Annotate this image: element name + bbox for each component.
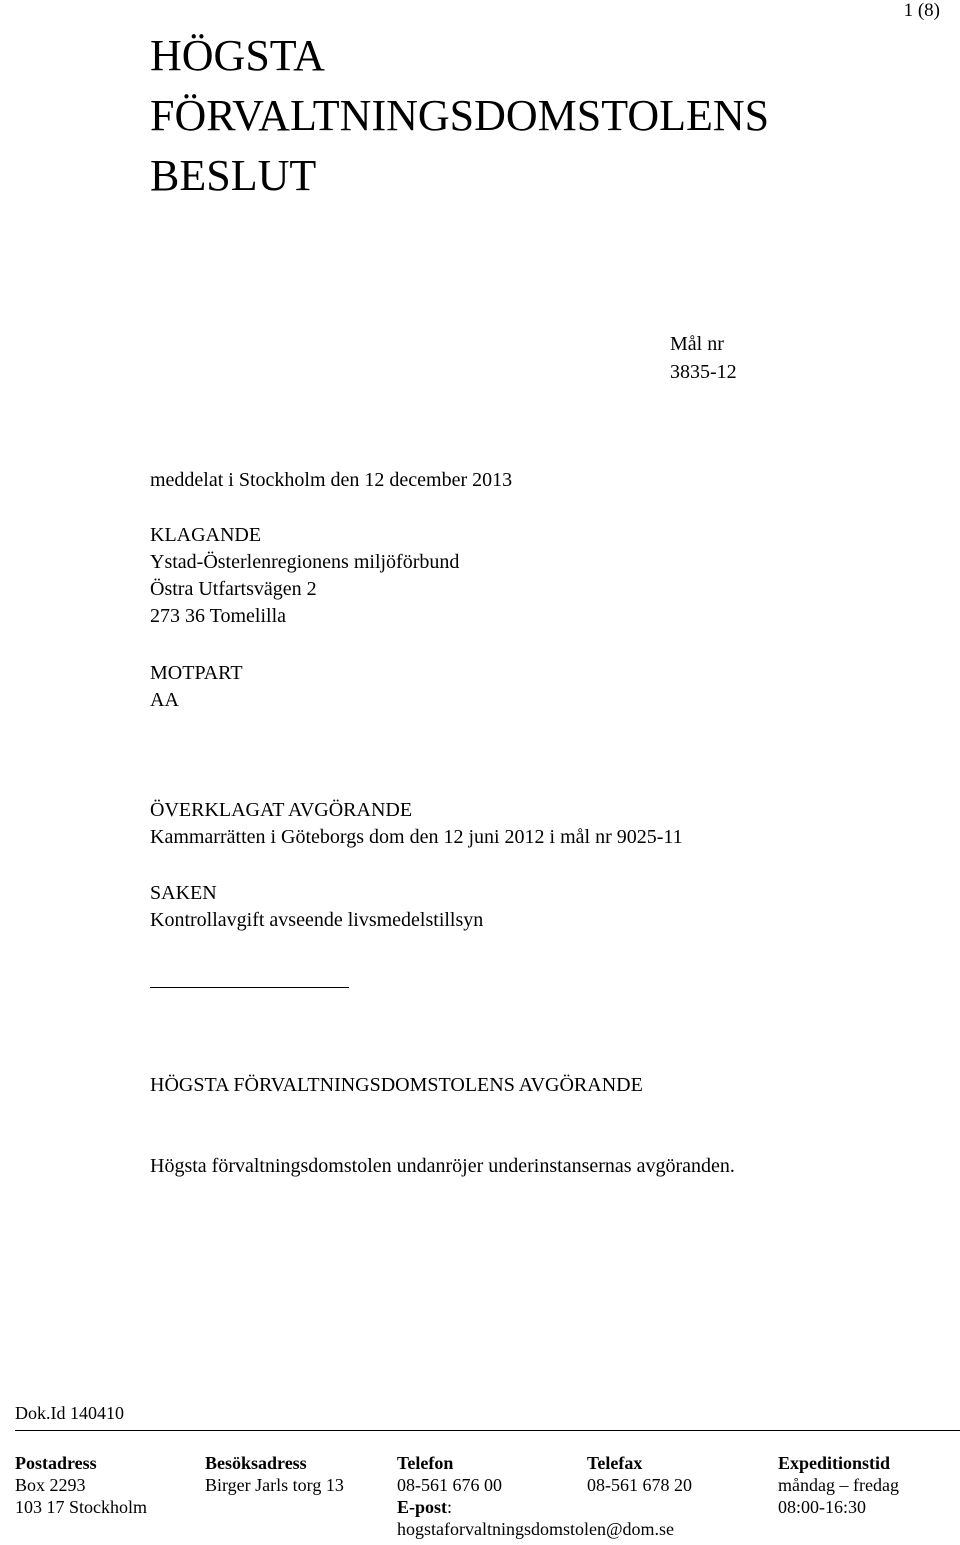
footer-postal-address [15, 1452, 147, 1518]
matter-text: Kontrollavgift avseende livsmedelstillsyn [150, 909, 484, 931]
footer-hours [778, 1452, 899, 1518]
footer-hours-days: måndag – fredag [778, 1475, 899, 1495]
footer-visit-address [205, 1452, 344, 1496]
appealed-decision-heading: ÖVERKLAGAT AVGÖRANDE [150, 799, 413, 821]
matter-heading: SAKEN [150, 882, 217, 904]
case-number-label: Mål nr [670, 333, 724, 355]
case-number-block [670, 330, 737, 386]
footer-fax-number: 08-561 678 20 [587, 1475, 692, 1495]
footer-visit-heading: Besöksadress [205, 1453, 307, 1473]
footer-postal-line: Box 2293 [15, 1475, 86, 1495]
footer-postal-heading: Postadress [15, 1453, 97, 1473]
footer-email-link[interactable]: hogstaforvaltningsdomstolen@dom.se [397, 1519, 675, 1539]
footer-fax [587, 1452, 692, 1496]
counterparty-heading: MOTPART [150, 662, 243, 684]
footer-email-colon: : [447, 1497, 453, 1517]
footer-phone-heading: Telefon [397, 1453, 454, 1473]
footer-email-label: E-post [397, 1497, 448, 1517]
ruling-heading: HÖGSTA FÖRVALTNINGSDOMSTOLENS AVGÖRANDE [150, 1074, 643, 1096]
appellant-heading: KLAGANDE [150, 524, 262, 546]
appellant-line: Östra Utfartsvägen 2 [150, 578, 317, 600]
ruling-text: Högsta förvaltningsdomstolen undanröjer underinstansernas avgöranden. [150, 1155, 735, 1177]
footer-hours-time: 08:00-16:30 [778, 1497, 866, 1517]
footer-hours-heading: Expeditionstid [778, 1453, 891, 1473]
appellant-section [150, 522, 459, 630]
document-id: Dok.Id 140410 [15, 1403, 124, 1423]
document-title-line-3: BESLUT [150, 151, 317, 200]
footer-visit-line: Birger Jarls torg 13 [205, 1475, 344, 1495]
appealed-decision-section [150, 797, 683, 851]
footer-postal-line: 103 17 Stockholm [15, 1497, 148, 1517]
page-number: 1 (8) [903, 0, 940, 21]
footer-phone-number: 08-561 676 00 [397, 1475, 502, 1495]
separator-line [150, 987, 349, 988]
counterparty-section [150, 660, 243, 714]
document-title-line-2: FÖRVALTNINGSDOMSTOLENS [150, 91, 770, 140]
appealed-decision-text: Kammarrätten i Göteborgs dom den 12 juni 2012 i mål nr 9025-11 [150, 826, 683, 848]
issued-line: meddelat i Stockholm den 12 december 2013 [150, 469, 513, 491]
case-number: 3835-12 [670, 361, 737, 383]
appellant-line: 273 36 Tomelilla [150, 605, 286, 627]
document-title-line-1: HÖGSTA [150, 31, 325, 80]
appellant-line: Ystad-Österlenregionens miljöförbund [150, 551, 460, 573]
footer-fax-heading: Telefax [587, 1453, 643, 1473]
footer-divider [15, 1430, 960, 1431]
counterparty-name: AA [150, 689, 179, 711]
matter-section [150, 880, 483, 934]
